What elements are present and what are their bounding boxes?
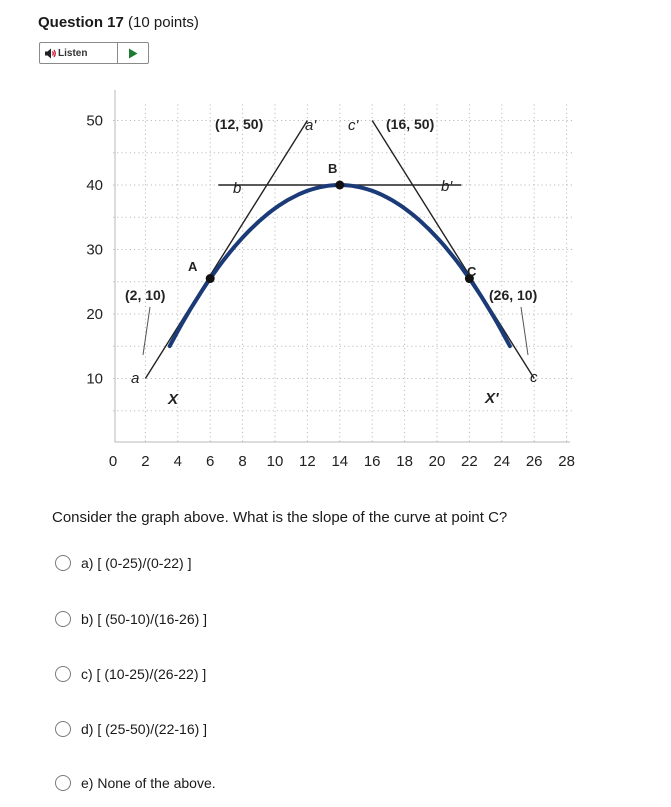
label-b-prime: b': [441, 178, 453, 195]
radio-button[interactable]: [55, 611, 71, 627]
x-tick-label: 8: [238, 453, 247, 470]
y-tick-label: 30: [86, 241, 103, 259]
label-c: c: [530, 369, 538, 386]
x-tick-label: 24: [493, 453, 511, 470]
option-c[interactable]: [55, 666, 206, 682]
question-prompt: Consider the graph above. What is the slope of the curve at point C?: [52, 509, 508, 526]
label-x-prime: X': [485, 390, 499, 407]
x-tick-label: 26: [525, 453, 543, 470]
label-26-10: (26, 10): [489, 287, 538, 303]
x-tick-label: 0: [108, 453, 118, 470]
y-tick-label: 20: [86, 306, 103, 323]
x-tick-label: 20: [428, 453, 446, 470]
listen-label: Listen: [58, 47, 88, 59]
radio-button[interactable]: [55, 555, 71, 571]
label-b: b: [233, 180, 242, 197]
option-b-label: b) [ (50-10)/(16-26) ]: [81, 611, 208, 627]
x-tick-label: 2: [141, 453, 150, 470]
option-b[interactable]: [55, 611, 207, 627]
option-a[interactable]: [55, 555, 191, 571]
option-a-label: a) [ (0-25)/(0-22) ]: [81, 555, 192, 571]
radio-button[interactable]: [55, 775, 71, 791]
option-e[interactable]: [55, 775, 216, 791]
option-d[interactable]: [55, 721, 207, 737]
point-b: [335, 181, 344, 190]
label-c-prime: c': [348, 117, 359, 134]
x-tick-label: 22: [461, 453, 478, 470]
label-a-prime: a': [305, 117, 317, 134]
label-12-50: (12, 50): [215, 116, 264, 132]
option-d-label: d) [ (25-50)/(22-16) ]: [81, 721, 208, 737]
y-tick-label: 40: [86, 177, 103, 194]
x-tick-label: 16: [363, 453, 381, 470]
leader-line: [143, 307, 150, 355]
y-tick-label: 10: [86, 370, 103, 388]
tangent-line: [145, 121, 307, 379]
x-tick-label: 18: [396, 453, 413, 470]
label-a: a: [131, 370, 140, 387]
label-2-10: (2, 10): [125, 287, 166, 303]
option-c-label: c) [ (10-25)/(26-22) ]: [81, 666, 207, 682]
chart-grid: [113, 104, 575, 443]
x-tick-label: 14: [331, 453, 349, 470]
x-tick-label: 4: [173, 453, 182, 470]
question-number: Question 17: [38, 14, 124, 31]
option-e-label: e) None of the above.: [81, 775, 216, 791]
label-16-50: (16, 50): [386, 116, 435, 132]
x-tick-label: 10: [266, 453, 284, 470]
x-tick-label: 28: [558, 453, 575, 470]
demand-curve: [170, 185, 510, 346]
y-tick-label: 50: [86, 112, 103, 130]
tangent-line: [372, 121, 534, 379]
radio-button[interactable]: [55, 721, 71, 737]
label-point-b: B: [328, 161, 338, 176]
question-points: (10 points): [128, 14, 199, 31]
label-x: X: [168, 391, 179, 408]
leader-line: [521, 307, 528, 355]
label-point-c: C: [467, 264, 477, 279]
label-point-a: A: [188, 259, 198, 274]
x-tick-label: 12: [299, 453, 316, 470]
x-tick-label: 6: [206, 453, 215, 470]
radio-button[interactable]: [55, 666, 71, 682]
point-a: [206, 274, 215, 283]
